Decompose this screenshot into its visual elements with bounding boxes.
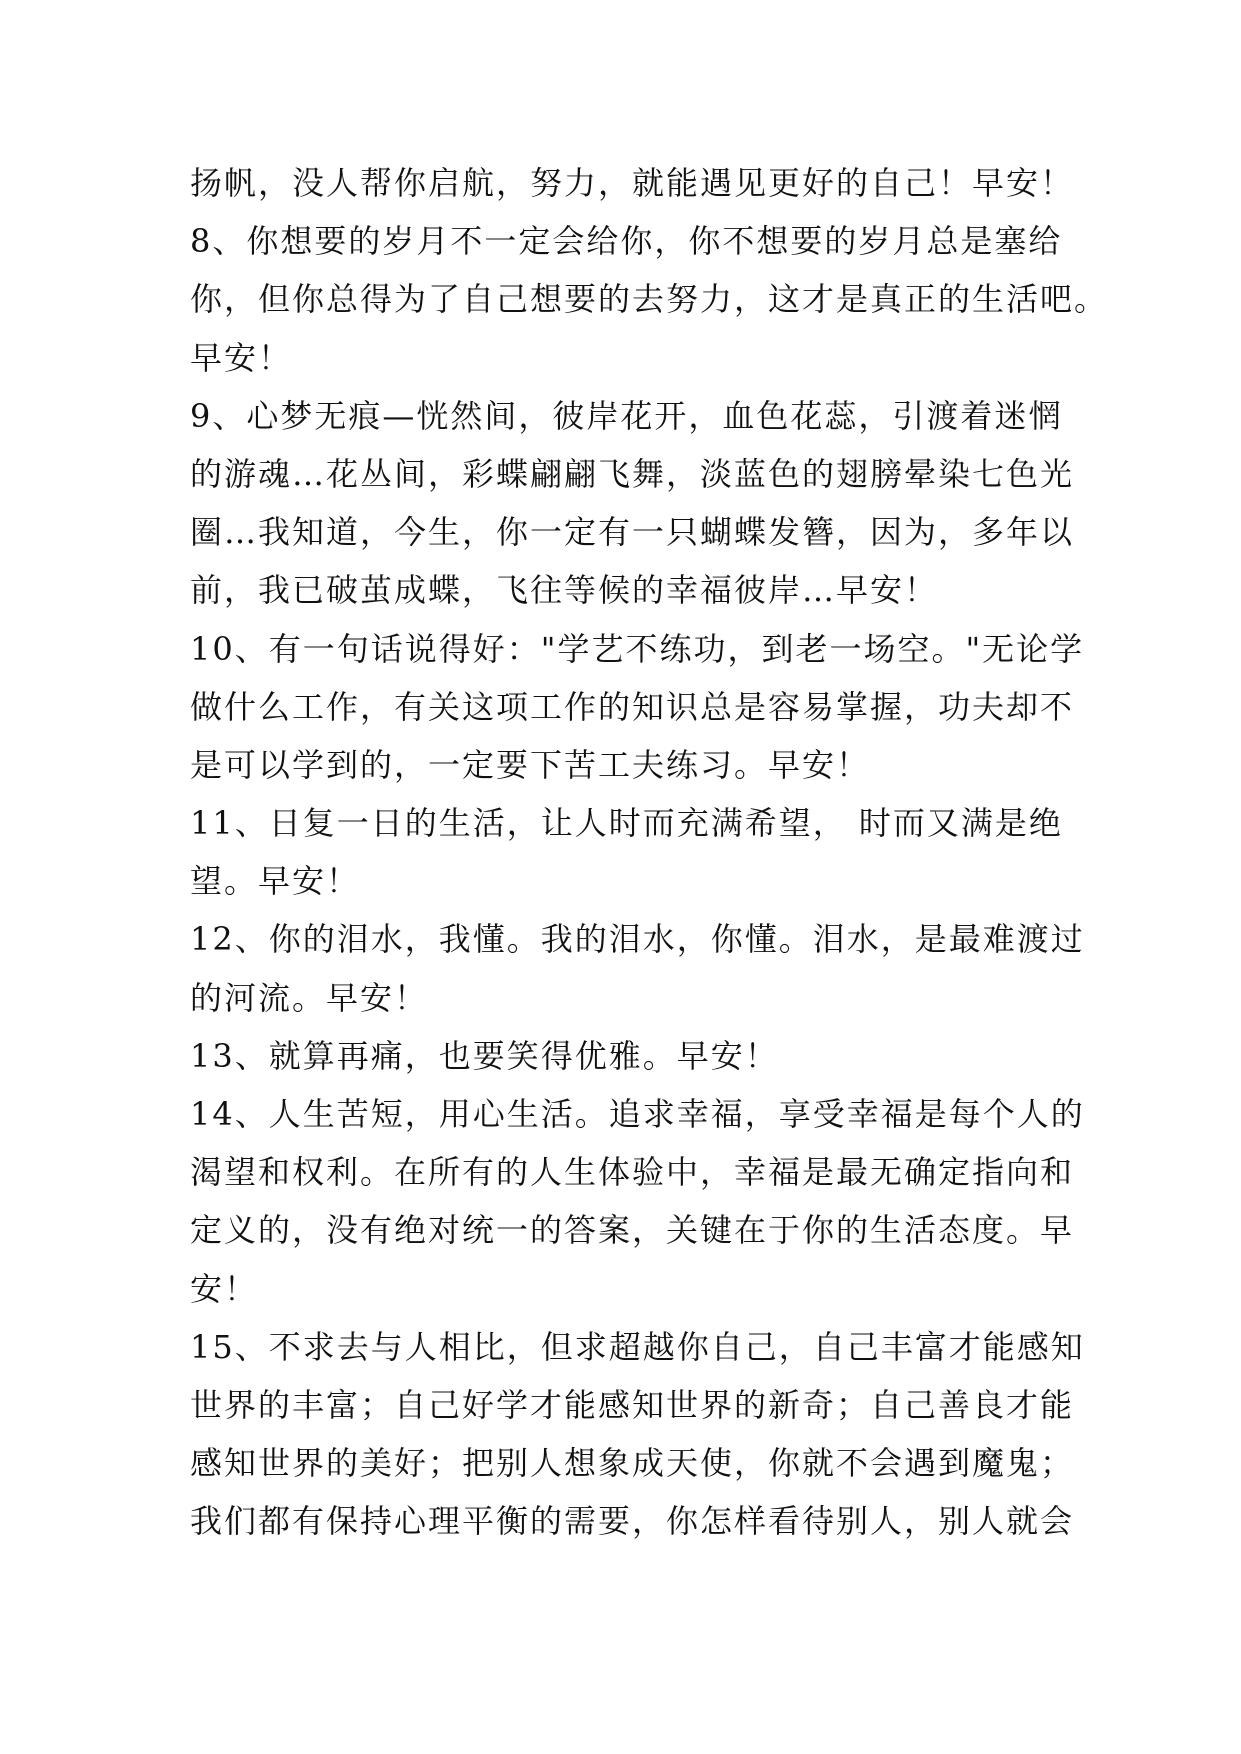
text-line: 扬帆，没人帮你启航，努力，就能遇见更好的自己！早安！	[190, 164, 1075, 202]
text-line: 15、不求去与人相比，但求超越你自己，自己丰富才能感知	[190, 1327, 1085, 1366]
text-line: 是可以学到的，一定要下苦工夫练习。早安！	[190, 745, 871, 784]
text-line: 14、人生苦短，用心生活。追求幸福，享受幸福是每个人的	[190, 1095, 1085, 1133]
text-line: 的游魂…花丛间，彩蝶翩翩飞舞，淡蓝色的翅膀晕染七色光	[190, 454, 1075, 493]
text-line: 圈…我知道，今生，你一定有一只蝴蝶发簪，因为，多年以	[190, 513, 1075, 552]
text-line: 11、日复一日的生活，让人时而充满希望， 时而又满是绝	[190, 804, 1063, 843]
text-line: 13、就算再痛，也要笑得优雅。早安！	[190, 1036, 779, 1075]
text-line: 做什么工作，有关这项工作的知识总是容易掌握，功夫却不	[190, 687, 1075, 726]
text-line: 我们都有保持心理平衡的需要，你怎样看待别人，别人就会	[190, 1502, 1075, 1541]
text-line: 早安！	[190, 338, 293, 377]
text-line: 世界的丰富；自己好学才能感知世界的新奇；自己善良才能	[190, 1385, 1075, 1424]
body-text	[190, 154, 1109, 1551]
text-line: 10、有一句话说得好："学艺不练功，到老一场空。"无论学	[190, 629, 1085, 668]
text-line: 定义的，没有绝对统一的答案，关键在于你的生活态度。早	[190, 1211, 1075, 1250]
text-line: 你，但你总得为了自己想要的去努力，这才是真正的生活吧。	[190, 280, 1109, 319]
text-line: 8、你想要的岁月不一定会给你，你不想要的岁月总是塞给	[190, 222, 1063, 261]
text-line: 12、你的泪水，我懂。我的泪水，你懂。泪水，是最难渡过	[190, 920, 1085, 959]
text-line: 感知世界的美好；把别人想象成天使，你就不会遇到魔鬼；	[190, 1444, 1075, 1483]
text-line: 的河流。早安！	[190, 978, 429, 1017]
text-line: 望。早安！	[190, 862, 361, 901]
text-line: 渴望和权利。在所有的人生体验中，幸福是最无确定指向和	[190, 1153, 1075, 1192]
text-line: 安！	[190, 1269, 259, 1308]
text-line: 9、心梦无痕—恍然间，彼岸花开，血色花蕊，引渡着迷惘	[190, 396, 1063, 435]
text-line: 前，我已破茧成蝶，飞往等候的幸福彼岸…早安！	[190, 571, 939, 610]
